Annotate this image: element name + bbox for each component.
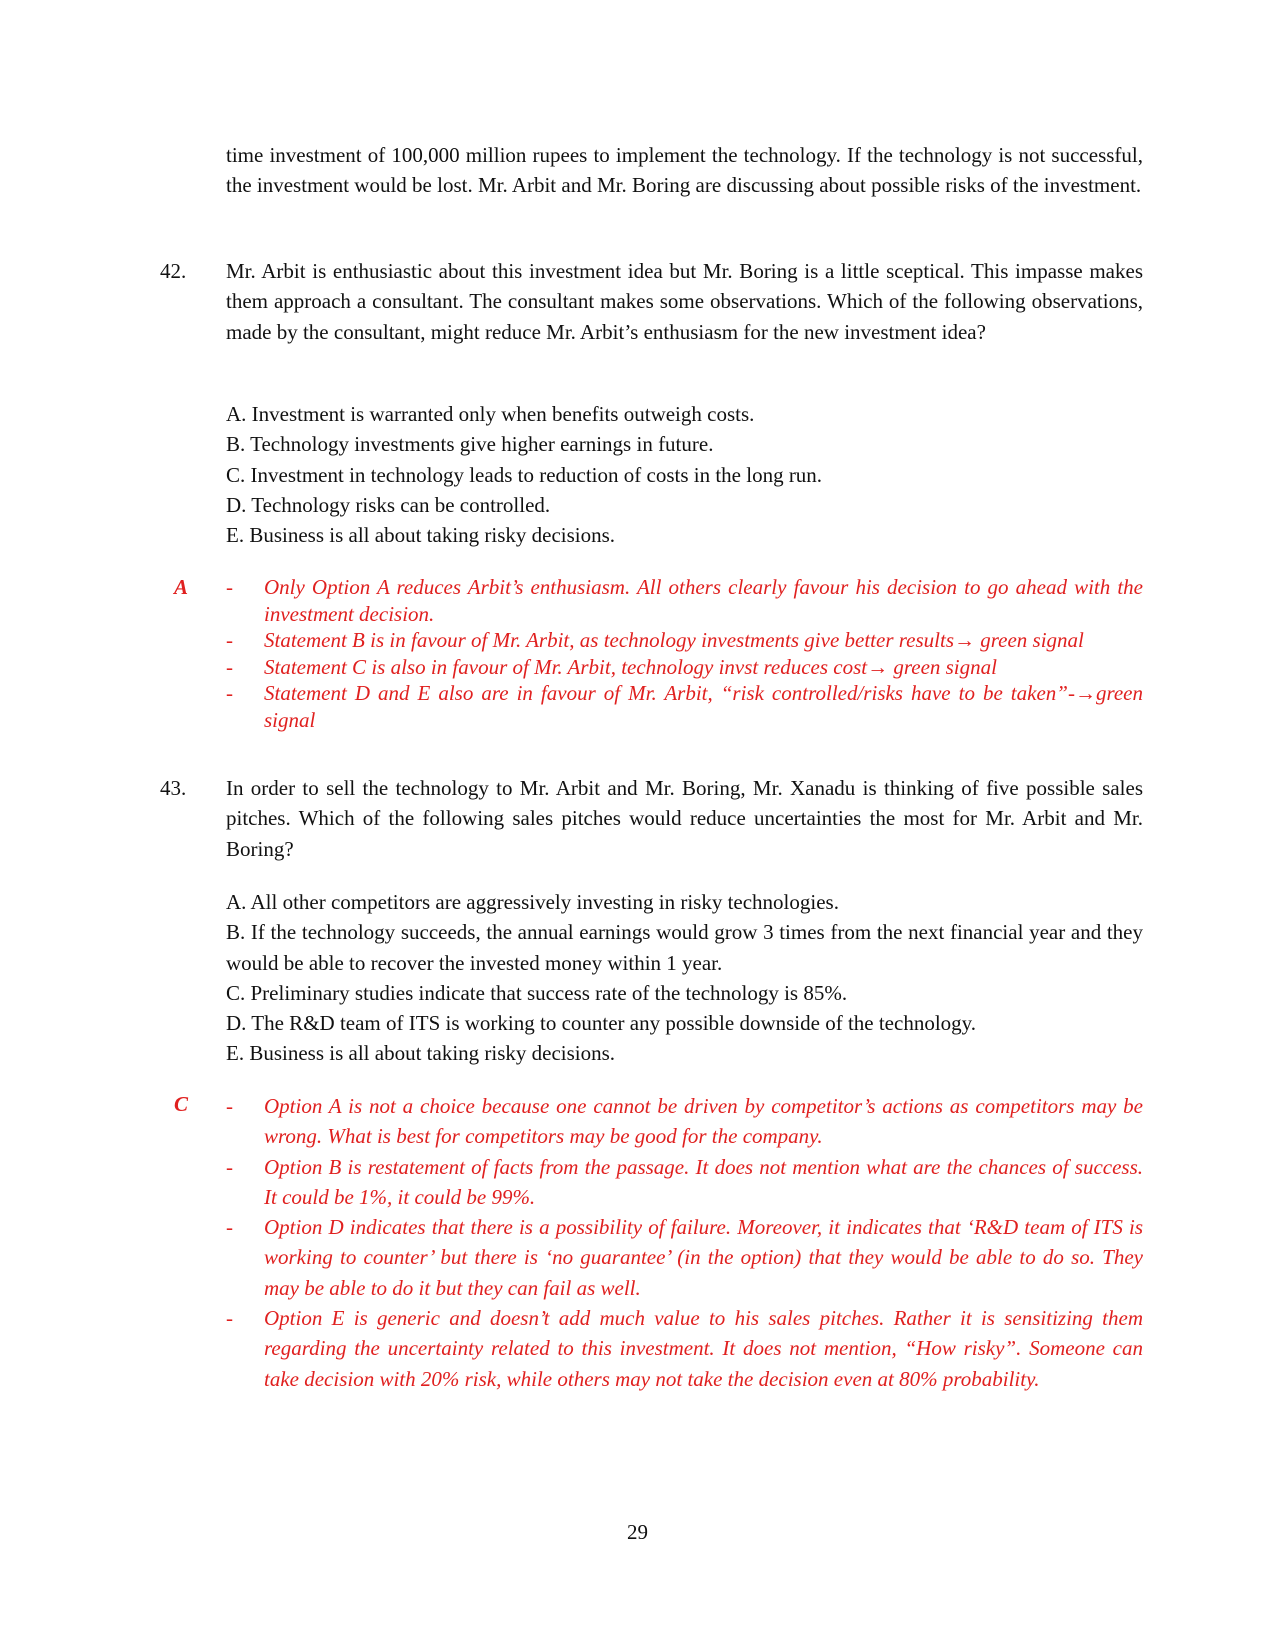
explanation-text: Only Option A reduces Arbit’s enthusiasm. All others clearly favour his decision to go ahead with the investment decision. — [264, 575, 1143, 626]
page-number: 29 — [627, 1520, 648, 1544]
option-item: C. Preliminary studies indicate that success rate of the technology is 85%. — [226, 980, 848, 1005]
explanation-item — [226, 680, 1143, 733]
explanation-item — [226, 1152, 1143, 1213]
option-item: B. If the technology succeeds, the annual earnings would grow 3 times from the next financial year and they would be able to recover the invested money within 1 year. — [226, 920, 1143, 975]
explanation-item — [226, 654, 1143, 681]
explanation-list — [226, 574, 1143, 733]
option-item: E. Business is all about taking risky decisions. — [226, 1041, 616, 1066]
option-item: D. The R&D team of ITS is working to counter any possible downside of the technology. — [226, 1011, 977, 1036]
bullet-dash: - — [226, 681, 233, 705]
option-list — [226, 887, 1143, 1069]
option-item: C. Investment in technology leads to reduction of costs in the long run. — [226, 462, 823, 487]
explanation-text: Statement C is also in favour of Mr. Arbit, technology invst reduces cost→ green signal — [264, 654, 997, 679]
option-item: D. Technology risks can be controlled. — [226, 492, 551, 517]
bullet-dash: - — [226, 1306, 233, 1331]
explanation-item — [226, 1212, 1143, 1303]
option-item: E. Business is all about taking risky decisions. — [226, 523, 616, 548]
option-list — [226, 399, 1143, 550]
explanation-item — [226, 574, 1143, 627]
option-item: B. Technology investments give higher earnings in future. — [226, 432, 714, 457]
explanation-text: Statement B is in favour of Mr. Arbit, as technology investments give better results→ green signal — [264, 628, 1084, 652]
option-item: A. All other competitors are aggressively investing in risky technologies. — [226, 890, 839, 914]
explanation-item — [226, 1091, 1143, 1152]
bullet-dash: - — [226, 1215, 233, 1240]
answer-letter: A — [174, 575, 189, 599]
intro-paragraph: time investment of 100,000 million rupees to implement the technology. If the technology is not successful, the investment would be lost. Mr. Arbit and Mr. Boring are discussing about possible risks of the investment. — [226, 143, 1143, 198]
bullet-dash: - — [226, 654, 233, 679]
explanation-text: Option D indicates that there is a possibility of failure. Moreover, it indicates that ‘R&D team of ITS is working to counter’ but there is ‘no guarantee’ (in the option) that they would be able to do so. They may be able to do it but they can fail as well. — [264, 1215, 1143, 1300]
explanation-text: Statement D and E also are in favour of Mr. Arbit, “risk controlled/risks have to be taken”-→green signal — [264, 681, 1143, 732]
answer-letter: C — [174, 1092, 189, 1116]
explanation-list — [226, 1091, 1143, 1394]
option-item: A. Investment is warranted only when benefits outweigh costs. — [226, 402, 755, 426]
bullet-dash: - — [226, 575, 233, 599]
explanation-text: Option E is generic and doesn’t add much value to his sales pitches. Rather it is sensitizing them regarding the uncertainty related to this investment. It does not mention, “How risky”. Someone can take decision with 20% risk, while others may not take the decision even at 80% probability. — [264, 1306, 1143, 1391]
explanation-text: Option B is restatement of facts from the passage. It does not mention what are the chances of success. It could be 1%, it could be 99%. — [264, 1154, 1143, 1209]
bullet-dash: - — [226, 1154, 233, 1179]
bullet-dash: - — [226, 1094, 233, 1118]
explanation-item — [226, 1303, 1143, 1394]
question-number: 42. — [160, 259, 187, 283]
explanation-text: Option A is not a choice because one cannot be driven by competitor’s actions as competitors may be wrong. What is best for competitors may be good for the company. — [264, 1094, 1143, 1149]
explanation-item — [226, 627, 1143, 654]
bullet-dash: - — [226, 628, 233, 652]
question-prompt: In order to sell the technology to Mr. Arbit and Mr. Boring, Mr. Xanadu is thinking of five possible sales pitches. Which of the following sales pitches would reduce uncertainties the most for Mr. Arbit and Mr. Boring? — [226, 776, 1143, 861]
question-prompt: Mr. Arbit is enthusiastic about this investment idea but Mr. Boring is a little sceptical. This impasse makes them approach a consultant. The consultant makes some observations. Which of the following observations, made by the consultant, might reduce Mr. Arbit’s enthusiasm for the new investment idea? — [226, 259, 1143, 344]
question-number: 43. — [160, 776, 187, 800]
